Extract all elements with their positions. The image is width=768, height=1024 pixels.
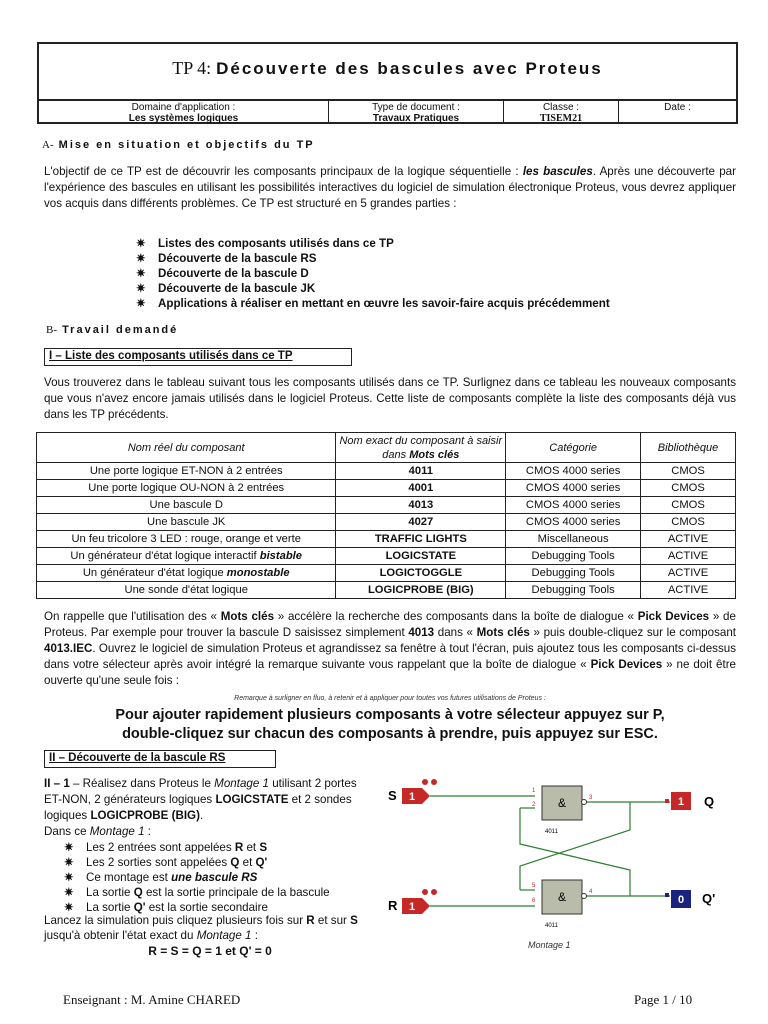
logicstate-s[interactable]: [402, 788, 430, 804]
svg-text:1: 1: [408, 901, 416, 913]
svg-text:&: &: [557, 796, 567, 810]
section-a-heading: A- Mise en situation et objectifs du TP: [42, 139, 315, 151]
table-header-row: [37, 433, 736, 463]
list-item: ✷ Les 2 sorties sont appelées Q et Q': [64, 856, 268, 869]
asterisk-icon: ✷: [136, 252, 146, 265]
nand-gate-1: [532, 786, 593, 835]
tp-label: TP 4:: [172, 58, 212, 78]
list-item: ✷ La sortie Q' est la sortie secondaire: [64, 901, 268, 914]
list-item: ✷ Découverte de la bascule D: [136, 267, 309, 280]
part-2-bullet-list: [64, 840, 384, 915]
list-item: ✷ Listes des composants utilisés dans ce TP: [136, 237, 394, 250]
asterisk-icon: ✷: [136, 297, 146, 310]
svg-text:4011: 4011: [545, 829, 558, 835]
section-a-intro: L'objectif de ce TP est de découvrir les composants principaux de la logique séquentielle : les bascules. Après une découverte par l'expérience des bascules en utilisant les possibilités interactives du logiciel de simulation électronique Proteus, vous devrez appliquer vos acquis dans différents problèmes. Ce TP est structuré en 5 grandes parties :: [44, 165, 736, 210]
section-a-bullet-list: [136, 236, 736, 311]
logicprobe-q: [665, 792, 691, 810]
table-row: Une bascule JK 4027 CMOS 4000 series CMOS: [37, 514, 736, 531]
input-s-label: S: [388, 788, 397, 803]
montage-1-schematic: [380, 770, 740, 955]
svg-text:1: 1: [532, 788, 536, 794]
asterisk-icon: ✷: [64, 871, 74, 884]
list-item: ✷ Les 2 entrées sont appelées R et S: [64, 841, 268, 854]
asterisk-icon: ✷: [64, 856, 74, 869]
asterisk-icon: ✷: [64, 901, 74, 914]
list-item: ✷ La sortie Q est la sortie principale de la bascule: [64, 886, 330, 899]
classe-cell: Classe : TISEM21: [504, 101, 619, 124]
state-indicator-icon: [422, 779, 437, 785]
footer-teacher: Enseignant : M. Amine CHARED: [63, 992, 241, 1007]
table-row: Une porte logique ET-NON à 2 entrées 4011 CMOS 4000 series CMOS: [37, 463, 736, 480]
asterisk-icon: ✷: [136, 267, 146, 280]
nand-gate-2: [532, 880, 593, 929]
asterisk-icon: ✷: [136, 282, 146, 295]
state-equation: R = S = Q = 1 et Q' = 0: [148, 944, 272, 958]
launch-instructions: Lancez la simulation puis cliquez plusieurs fois sur R et sur S jusqu'à obtenir l'état exact du Montage 1 :: [44, 914, 358, 942]
svg-text:&: &: [557, 890, 567, 904]
output-q-label: Q: [704, 794, 715, 809]
small-note: Remarque à surligner en fluo, à retenir et à appliquer pour toutes vos futures utilisations de Proteus :: [234, 695, 546, 702]
part-1-title: I – Liste des composants utilisés dans ce TP: [44, 348, 352, 366]
svg-text:1: 1: [677, 796, 685, 808]
col-header-nom-reel: Nom réel du composant: [37, 433, 336, 463]
table-row: Un feu tricolore 3 LED : rouge, orange et verte TRAFFIC LIGHTS Miscellaneous ACTIVE: [37, 531, 736, 548]
col-header-bibliotheque: Bibliothèque: [641, 433, 736, 463]
table-row: Un générateur d'état logique monostable LOGICTOGGLE Debugging Tools ACTIVE: [37, 565, 736, 582]
svg-text:5: 5: [532, 883, 536, 889]
asterisk-icon: ✷: [64, 886, 74, 899]
list-item: ✷ Applications à réaliser en mettant en œuvre les savoir-faire acquis précédemment: [136, 297, 610, 310]
list-item: ✷ Découverte de la bascule RS: [136, 252, 317, 265]
table-row: Une sonde d'état logique LOGICPROBE (BIG) Debugging Tools ACTIVE: [37, 582, 736, 599]
output-q-prime-label: Q': [702, 891, 716, 906]
footer-page-number: Page 1 / 10: [634, 992, 693, 1007]
col-header-categorie: Catégorie: [506, 433, 641, 463]
schematic-caption: Montage 1: [528, 940, 571, 950]
part-2-title: II – Découverte de la bascule RS: [44, 750, 276, 768]
tp-title: Découverte des bascules avec Proteus: [216, 59, 603, 78]
section-b-heading: B- Travail demandé: [46, 324, 179, 336]
page-title: [39, 58, 736, 79]
asterisk-icon: ✷: [64, 841, 74, 854]
svg-text:6: 6: [532, 898, 536, 904]
col-header-nom-exact: Nom exact du composant à saisir dans Mots clés: [336, 433, 506, 463]
reminder-paragraph: On rappelle que l'utilisation des « Mots clés » accélère la recherche des composants dans la boîte de dialogue « Pick Devices » de Proteus. Par exemple pour trouver la bascule D saisissez simplement 4013 dans « Mots clés » puis double-cliquez sur le composant 4013.IEC. Ouvrez le logiciel de simulation Proteus et agrandissez sa fenêtre à tout l'écran, puis ajoutez tous les composants ci-dessus dans votre sélecteur après avoir intégré la remarque suivante vous rappelant que la boîte de dialogue « Pick Devices » ne doit être ouverte qu'une seule fois :: [44, 610, 736, 687]
list-item: ✷ Découverte de la bascule JK: [136, 282, 316, 295]
svg-text:0: 0: [677, 894, 685, 906]
date-cell: Date :: [664, 102, 691, 113]
svg-text:3: 3: [589, 795, 593, 801]
svg-text:2: 2: [532, 802, 536, 808]
list-item: ✷ Ce montage est une bascule RS: [64, 871, 258, 884]
table-row: Un générateur d'état logique interactif bistable LOGICSTATE Debugging Tools ACTIVE: [37, 548, 736, 565]
svg-text:4011: 4011: [545, 923, 558, 929]
domaine-cell: Domaine d'application : Les systèmes logiques: [39, 101, 329, 124]
logicprobe-q-prime: [665, 890, 691, 908]
input-r-label: R: [388, 898, 398, 913]
header-info-row: [39, 99, 736, 124]
logicstate-r[interactable]: [402, 898, 430, 914]
document-header: [37, 42, 738, 124]
asterisk-icon: ✷: [136, 237, 146, 250]
part-1-paragraph: Vous trouverez dans le tableau suivant tous les composants utilisés dans ce TP. Surlignez dans ce tableau les nouveaux composants que vous n'avez encore jamais utilisés dans le logiciel Proteus. Cette liste de composants complète la liste des composants déjà vus dans les TP précédents.: [44, 376, 736, 421]
table-row: Une porte logique OU-NON à 2 entrées 4001 CMOS 4000 series CMOS: [37, 480, 736, 497]
table-row: Une bascule D 4013 CMOS 4000 series CMOS: [37, 497, 736, 514]
svg-text:4: 4: [589, 889, 593, 895]
state-indicator-icon: [422, 889, 437, 895]
type-cell: Type de document : Travaux Pratiques: [329, 101, 504, 124]
svg-text:1: 1: [408, 791, 416, 803]
components-table: [36, 432, 736, 599]
part-2-instructions: II – 1 – Réalisez dans Proteus le Montage 1 utilisant 2 portes ET-NON, 2 générateurs logiques LOGICSTATE et 2 sondes logiques LOGICPROBE (BIG). Dans ce Montage 1 :: [44, 777, 357, 838]
highlighted-remark: Pour ajouter rapidement plusieurs composants à votre sélecteur appuyez sur P, double-cliquez sur chacun des composants à prendre, puis appuyez sur ESC.: [115, 707, 665, 742]
